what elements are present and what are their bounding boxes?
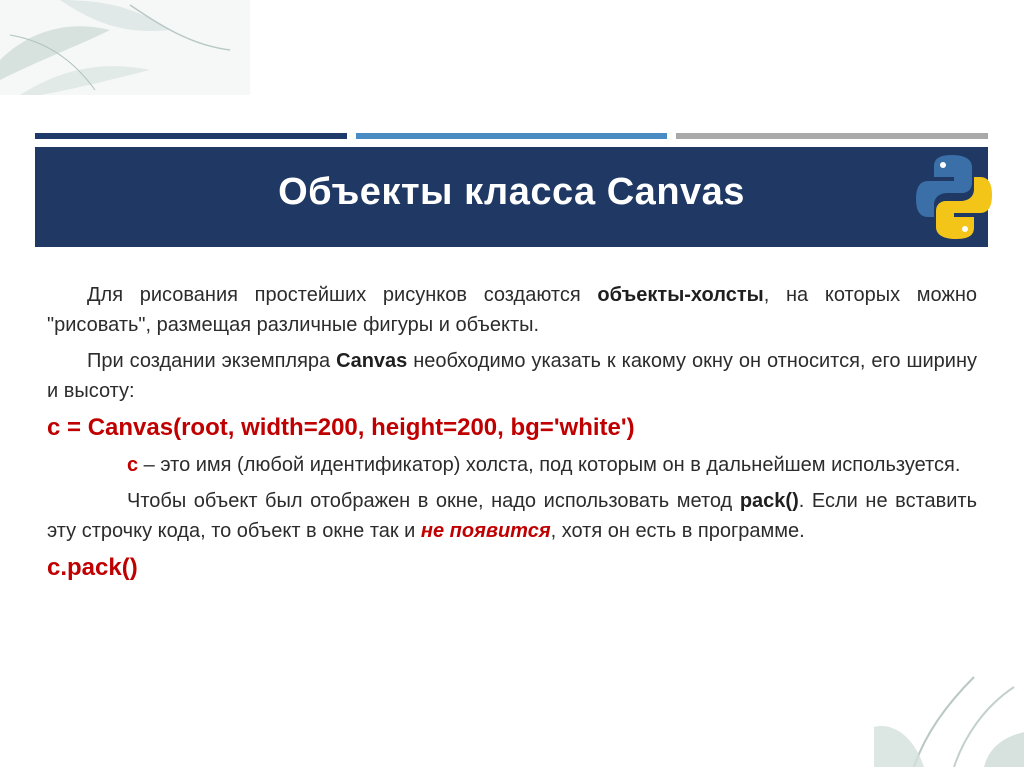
text: При создании экземпляра — [87, 350, 337, 372]
page-title: Объекты класса Canvas — [278, 171, 745, 213]
code-term: c — [127, 454, 139, 476]
text: – это имя (любой идентификатор) холста, под которым он в дальнейшем используется. — [138, 454, 961, 476]
code-line-2: c.pack() — [47, 554, 138, 581]
bold-term: Canvas — [336, 350, 408, 372]
leaf-decoration-icon — [0, 0, 250, 95]
header-stripe-gray — [676, 133, 988, 139]
header-stripe-blue — [356, 133, 667, 139]
text: . Если не вставить эту строчку кода, то объект в окне так и — [47, 490, 978, 542]
bold-term: pack() — [739, 490, 799, 512]
paragraph-3 — [47, 450, 977, 480]
python-logo-icon — [914, 147, 994, 247]
leaf-decoration-icon — [874, 667, 1024, 767]
text: , хотя он есть в программе. — [550, 520, 805, 542]
text: необходимо указать к какому окну он относится, его ширину и высоту: — [47, 350, 978, 402]
paragraph-1 — [47, 280, 977, 340]
paragraph-2 — [47, 346, 977, 406]
text: Чтобы объект был отображен в окне, надо использовать метод — [127, 490, 740, 512]
emphasis: не появится — [420, 520, 551, 542]
slide-content — [47, 280, 977, 590]
title-bar — [35, 147, 988, 247]
header-stripe-dark — [35, 133, 347, 139]
code-line-1: c = Canvas(root, width=200, height=200, bg='white') — [47, 414, 635, 441]
text: Для рисования простейших рисунков создаются — [87, 284, 598, 306]
paragraph-4 — [47, 486, 977, 546]
bold-term: объекты-холсты — [597, 284, 764, 306]
text: , на которых можно "рисовать", размещая различные фигуры и объекты. — [47, 284, 977, 336]
